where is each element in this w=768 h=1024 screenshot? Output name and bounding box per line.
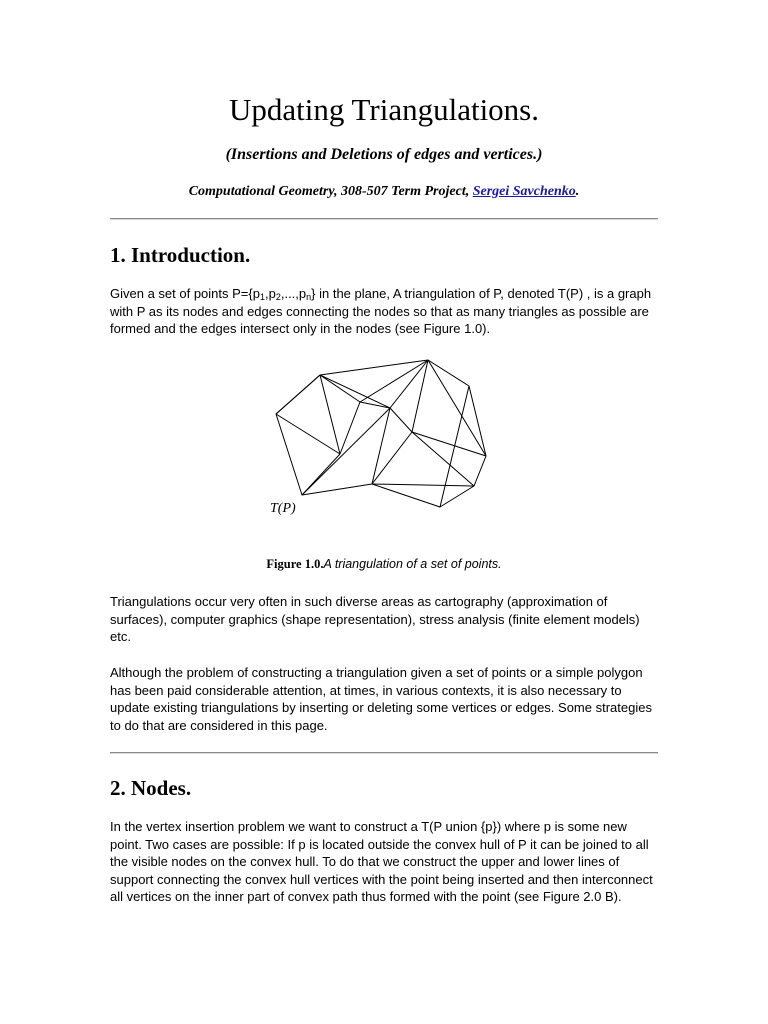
intro-text-start: Given a set of points P={p (110, 286, 260, 301)
figure-caption-text: A triangulation of a set of points. (323, 557, 502, 571)
edge (428, 360, 486, 456)
edge (302, 408, 390, 495)
edge (340, 402, 360, 454)
page-subtitle: (Insertions and Deletions of edges and vertices.) (225, 146, 543, 163)
divider-top (110, 218, 658, 220)
edge (276, 375, 320, 414)
triangulation-figure (262, 352, 502, 522)
figure-caption (0, 557, 768, 572)
applications-paragraph: Triangulations occur very often in such diverse areas as cartography (approximation of surfaces), computer graphics (shape representation), stress analysis (finite element models) etc. (110, 594, 640, 644)
edge (360, 360, 428, 402)
intro-paragraph (110, 285, 658, 338)
edge (302, 454, 340, 495)
section-heading-introduction: 1. Introduction. (110, 243, 251, 267)
edge (412, 432, 486, 456)
intro-text-end: } in the plane, A triangulation of P, denoted T(P) , is a graph with P as its nodes and edges connecting the nodes so that as many triangles as possible are formed and the edges intersect only in the nodes (see Figure 1.0). (110, 286, 652, 336)
intro-text-mid: ,...,p (280, 286, 307, 301)
course-text: Computational Geometry, 308-507 Term Project, (188, 184, 473, 199)
intro-text-comma: ,p (264, 286, 276, 301)
page-title: Updating Triangulations. (228, 92, 539, 127)
motivation-paragraph: Although the problem of constructing a triangulation given a set of points or a simple polygon has been paid considerable attention, at times, in various contexts, it is also necessary to update existing triangulations by inserting or deleting some vertices or edges. Some strategies to do that are considered in this page. (110, 665, 652, 733)
divider-middle (110, 752, 658, 754)
edge (276, 414, 340, 454)
course-suffix: . (575, 184, 580, 199)
edge (320, 375, 390, 408)
nodes-paragraph: In the vertex insertion problem we want to construct a T(P union {p}) where p is some new point. Two cases are possible: If p is located outside the convex hull of P it can be joined to all the visible nodes on the convex hull. To do that we construct the upper and lower lines of support connecting the convex hull vertices with the point being inserted and then interconnect all vertices on the inner part of convex path thus formed with the point (see Figure 2.0 B). (110, 819, 653, 904)
author-link[interactable]: Sergei Savchenko (472, 184, 576, 199)
subscript-1: 1 (259, 292, 265, 302)
figure-label: T(P) (270, 501, 296, 516)
edge (412, 432, 474, 486)
edge (390, 408, 412, 432)
course-line (0, 184, 768, 200)
subscript-n: n (306, 292, 312, 302)
figure-caption-number: Figure 1.0. (266, 557, 324, 571)
subscript-2: 2 (275, 292, 281, 302)
edge (372, 484, 474, 486)
section-heading-nodes: 2. Nodes. (110, 776, 192, 800)
edge (360, 402, 390, 408)
